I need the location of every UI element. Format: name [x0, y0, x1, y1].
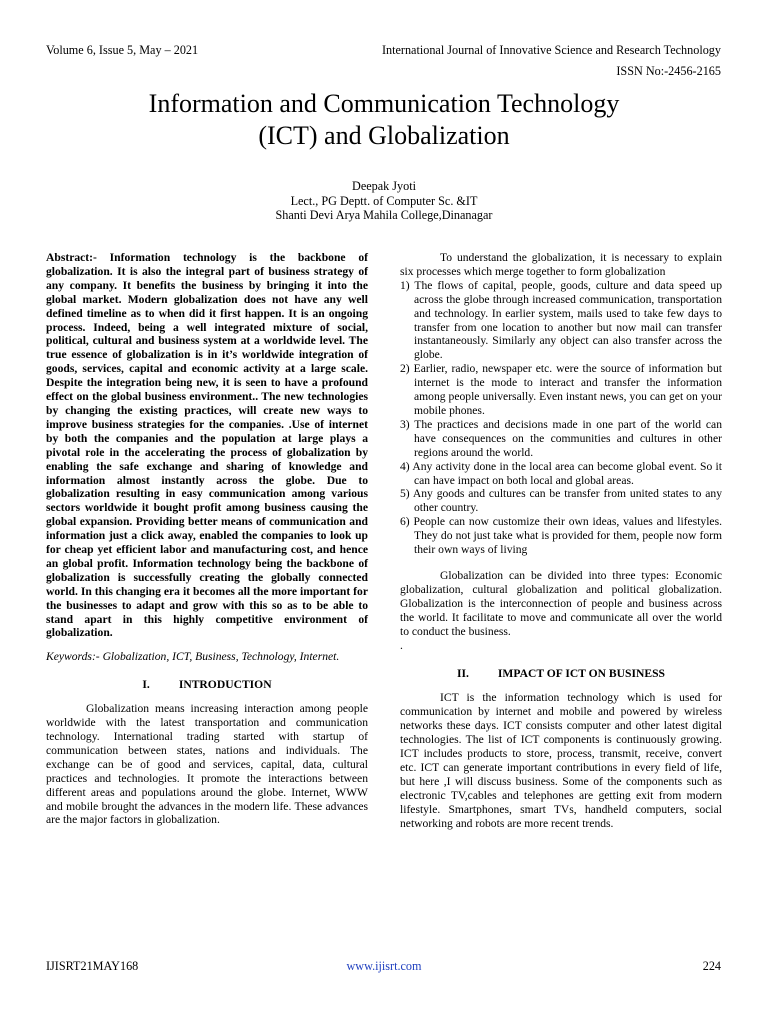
section-heading-impact: II. IMPACT OF ICT ON BUSINESS — [457, 667, 665, 681]
author-position: Lect., PG Deptt. of Computer Sc. &IT — [290, 193, 478, 208]
keywords: Keywords:- Globalization, ICT, Business, Technology, Internet. — [46, 650, 340, 664]
journal-name: International Journal of Innovative Science and Research Technology — [381, 43, 721, 57]
journal-url: www.ijisrt.com — [346, 959, 422, 973]
section-heading-introduction: I. INTRODUCTION — [142, 678, 272, 692]
paper-title — [0, 88, 768, 152]
process-item: 6) People can now customize their own ideas, values and lifestyles. They do not just take what is provided for them, people now form their own ways of living — [400, 515, 722, 557]
introduction-paragraph: Globalization means increasing interaction among people worldwide with the latest transportation and communication technology. International trading started with startup of communication between states, nations and individuals. The exchange can be of good and services, capital, data, cultural practices and technologies. It promote the interactions between different areas and populations around the globe. Internet, WWW and mobile brought the advances in the modern life. These advances are the major factors in globalization. — [46, 702, 368, 827]
globalization-intro-paragraph: To understand the globalization, it is necessary to explain six processes which merge together to form globalization — [400, 251, 722, 278]
title-line-1: Information and Communication Technology — [148, 89, 620, 118]
issn: ISSN No:-2456-2165 — [616, 64, 721, 78]
process-item: 1) The flows of capital, people, goods, culture and data speed up across the globe through increased communication, transportation and technology. In earlier system, mails used to take few days to transfer from one location to another but now mail can transfer instantaneously. Similarly any object can also transfer across the globe. — [400, 278, 722, 362]
paper-id: IJISRT21MAY168 — [46, 959, 139, 973]
abstract: Abstract:- Information technology is the backbone of globalization. It is also the integral part of business strategy of any company. It benefits the business by bringing it into the global market. Modern globalization does not have any well defined timeline as to when did it first happen. It is an ongoing process. Indeed, being a well integrated mixture of social, political, cultural and business system at a worldwide level. The true essence of globalization is in it’s worldwide integration of goods, services, capital and economic activity at a large scale. Despite the integration being new, it is seen to have a profound effect on the global business environment.. The new technologies by changing the existing practices, will create new ways to improve business strategies for the companies. .Use of internet by both the companies and the population at large plays a pivotal role in the accelerating the process of globalization by enabling the safe exchange and sharing of knowledge and information almost instantly across the globe. Due to globalization resulting in easy communication among various sectors worldwide it bought profit among business causing the global expansion. Providing better means of communication and information just a click away, enabled the companies to look up for cheap yet efficient labor and manufacturing cost, and hence an global profit. Information technology being the backbone of globalization is successfully creating the globally connected world. In this changing era it becomes all the more important for the businesses to adapt and grow with this so as to be able to stand apart in this highly competitive environment of globalization. — [46, 251, 368, 640]
title-line-2: (ICT) and Globalization — [258, 121, 510, 150]
page-number: 224 — [702, 959, 721, 973]
left-column — [46, 251, 368, 827]
stray-dot: . — [400, 639, 403, 653]
right-column — [400, 251, 722, 830]
impact-paragraph: ICT is the information technology which is used for communication by internet and mobile and powered by wireless networks these days. ICT consists computer and other latest digital technologies. The list of ICT components is continuously growing. ICT includes products to store, process, transmit, receive, convert etc. ICT can generate important contributions in every field of life, but here ,I will discuss business. Some of the components such as electronic TV,cables and telephones are getting exit from modern lifestyle. Smartphones, smart TVs, handheld computers, social networking and robots are more recent trends. — [400, 691, 722, 830]
process-item: 4) Any activity done in the local area can become global event. So it can have impact on both local and global areas. — [400, 459, 722, 487]
globalization-types-paragraph: Globalization can be divided into three types: Economic globalization, cultural globalization and political globalization. Globalization is the interconnection of people and business across the world. It facilitate to move and communicate all over the world to conduct the business. — [400, 568, 722, 638]
volume-info: Volume 6, Issue 5, May – 2021 — [46, 43, 199, 57]
process-item: 3) The practices and decisions made in one part of the world can have consequences on the communities and cultures in other regions around the world. — [400, 417, 722, 459]
process-item: 5) Any goods and cultures can be transfer from united states to any other country. — [400, 487, 722, 515]
author-block — [0, 179, 768, 223]
process-item: 2) Earlier, radio, newspaper etc. were the source of information but internet is the mode to interact and transfer the information among people universally. Even instant news, you can get on your mobile phones. — [400, 362, 722, 417]
author-name: Deepak Jyoti — [352, 179, 416, 193]
author-affiliation: Shanti Devi Arya Mahila College,Dinanagar — [275, 208, 493, 222]
